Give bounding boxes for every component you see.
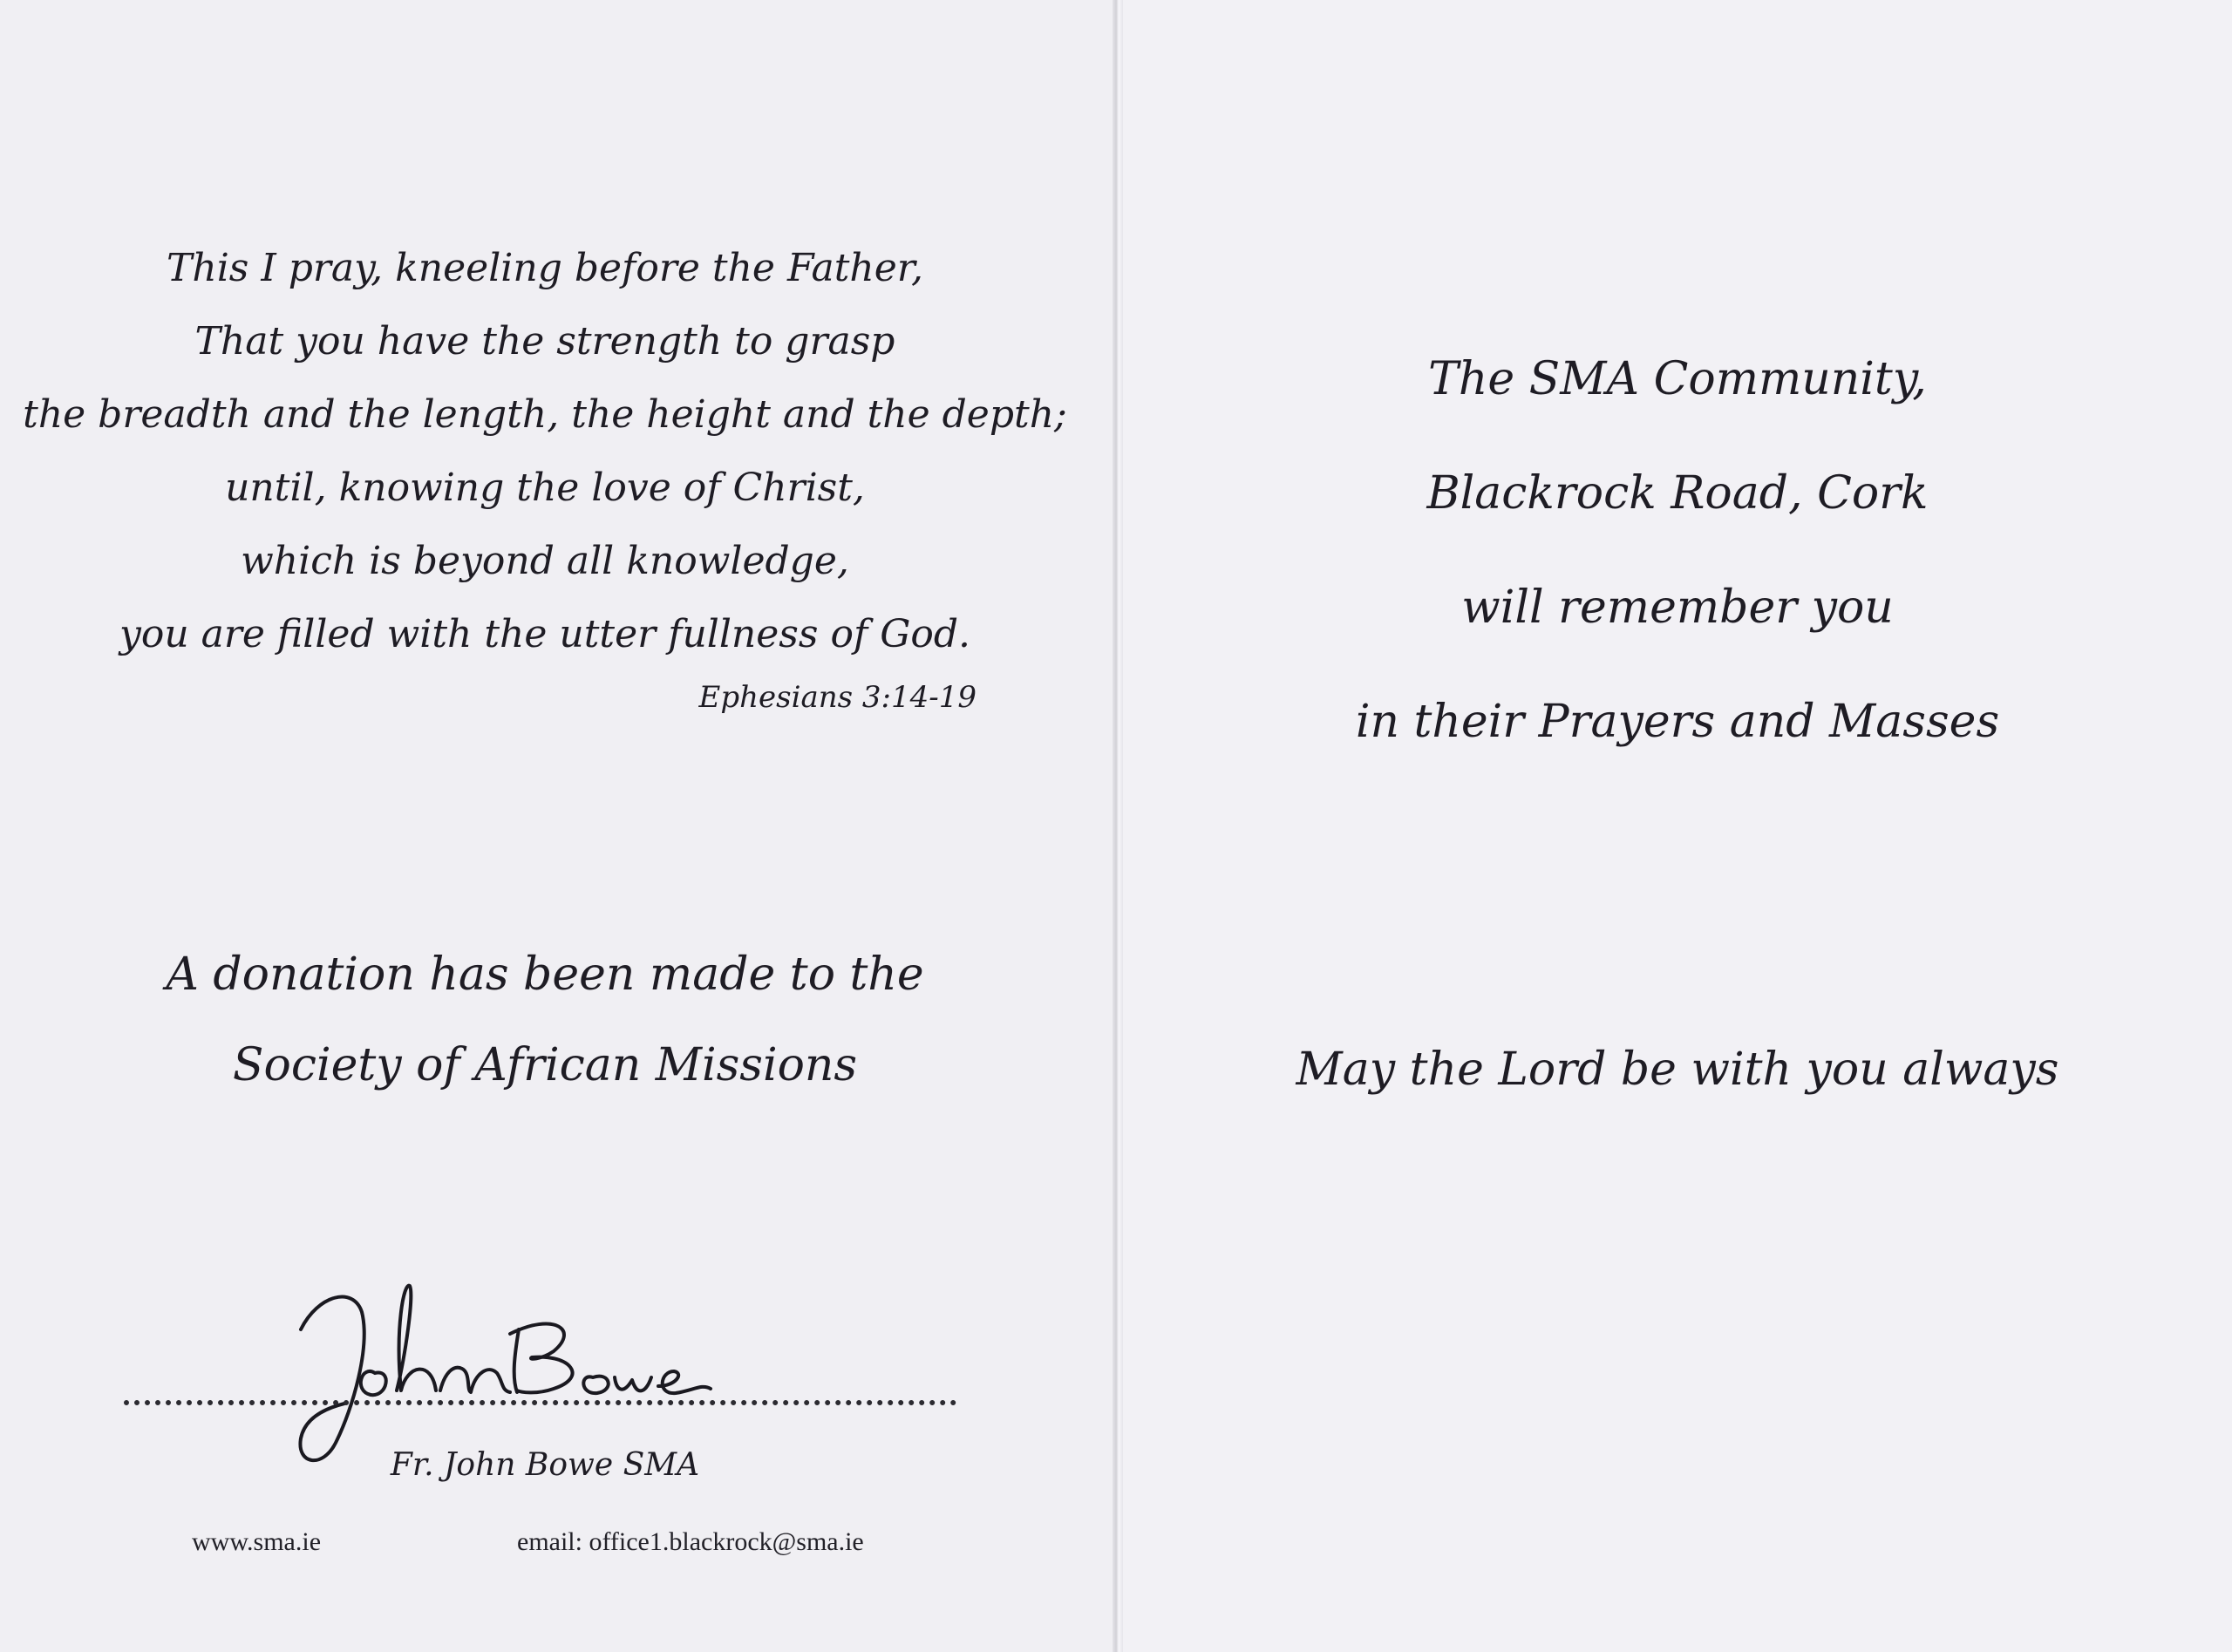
message-line-1: The SMA Community, — [1428, 353, 1927, 405]
email-text: email: office1.blackrock@sma.ie — [517, 1527, 864, 1556]
website-text: www.sma.ie — [192, 1527, 322, 1556]
message-line-2: Blackrock Road, Cork — [1426, 467, 1929, 520]
closing-blessing: May the Lord be with you always — [1296, 1044, 2059, 1096]
left-panel — [0, 0, 1113, 1652]
verse-line-4: until, knowing the love of Christ, — [225, 466, 865, 510]
verse-line-2: That you have the strength to grasp — [194, 319, 895, 364]
signature-line — [124, 1400, 956, 1405]
donation-line-2: Society of African Missions — [232, 1039, 858, 1091]
verse-line-6: you are filled with the utter fullness of God. — [119, 612, 971, 656]
verse-line-3: the breadth and the length, the height and the depth; — [23, 392, 1067, 437]
verse-reference: Ephesians 3:14-19 — [698, 680, 976, 715]
message-line-3: will remember you — [1461, 581, 1894, 634]
card-fold — [1113, 0, 1123, 1652]
signer-name: Fr. John Bowe SMA — [390, 1447, 700, 1483]
message-line-4: in their Prayers and Masses — [1355, 696, 2000, 748]
right-panel — [1123, 0, 2232, 1652]
donation-line-1: A donation has been made to the — [166, 948, 924, 1001]
verse-line-1: This I pray, kneeling before the Father, — [167, 246, 923, 290]
verse-line-5: which is beyond all knowledge, — [241, 539, 849, 583]
